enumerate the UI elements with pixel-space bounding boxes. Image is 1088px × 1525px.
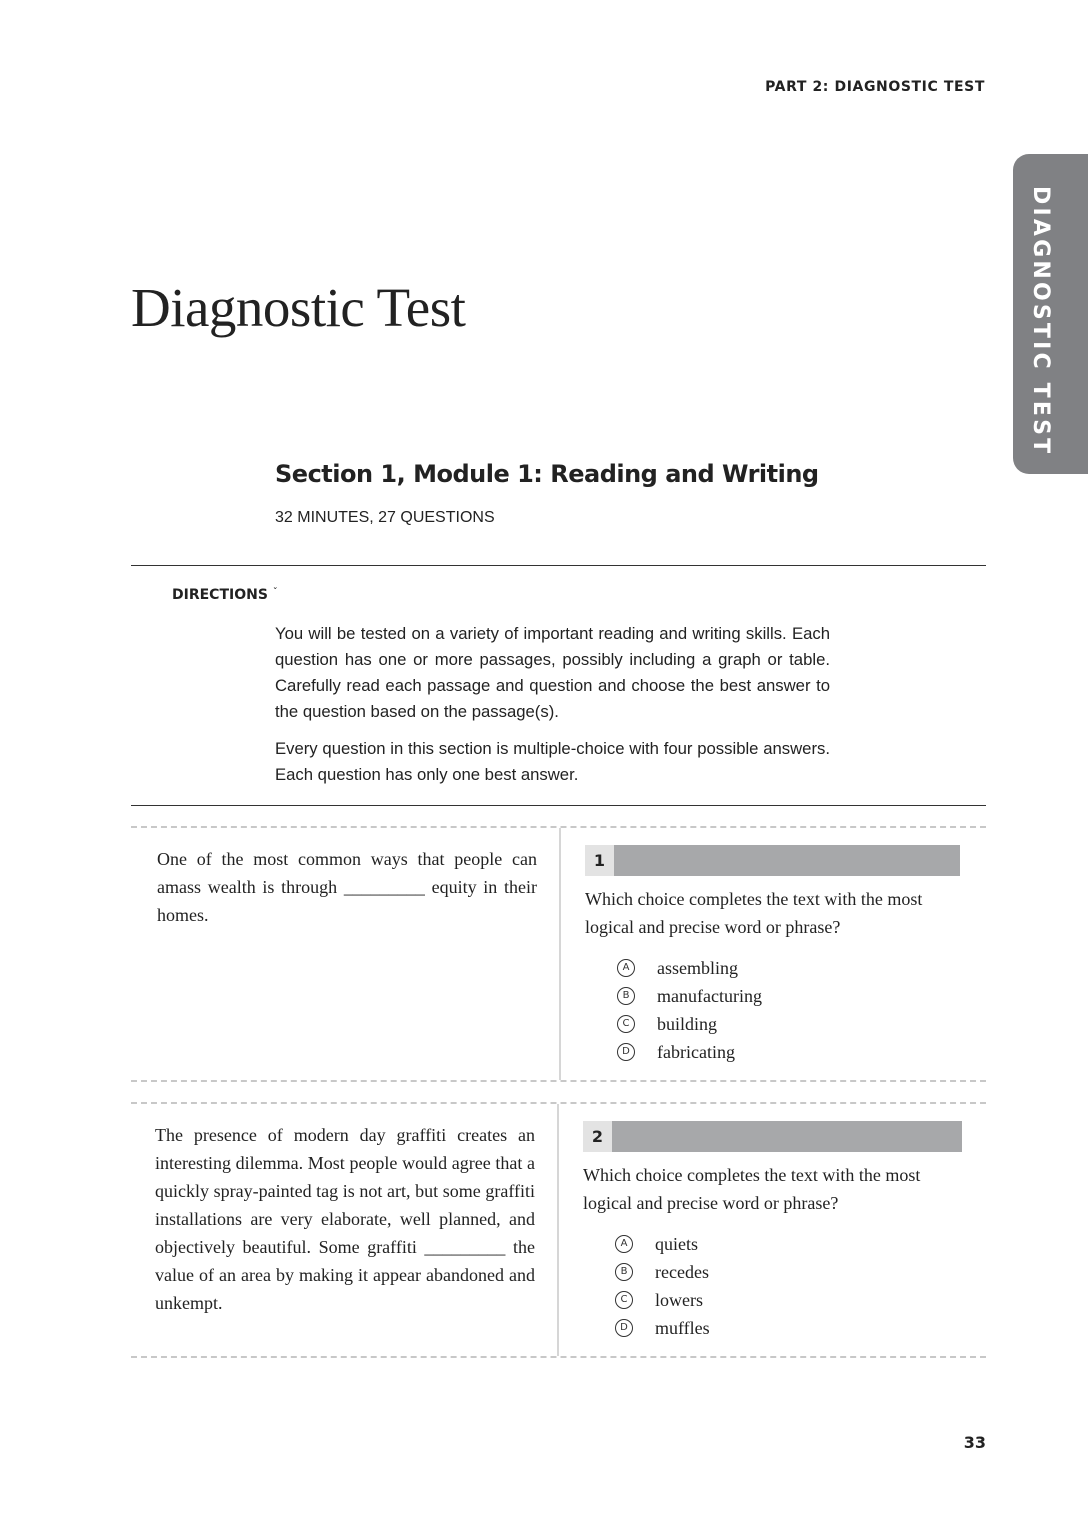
directions-top-rule bbox=[131, 565, 986, 566]
directions-bottom-rule bbox=[131, 805, 986, 806]
question-2-number-bar bbox=[583, 1121, 962, 1152]
choice-b-bubble-icon[interactable]: B bbox=[615, 1263, 633, 1281]
choice-d-bubble-icon[interactable]: D bbox=[617, 1043, 635, 1061]
directions-label-text: DIRECTIONS bbox=[172, 587, 268, 603]
page-title: Diagnostic Test bbox=[131, 277, 466, 338]
directions-paragraph: You will be tested on a variety of important reading and writing skills. Each question has one or more passages, possibly including a graph or table. Carefully read each passage and question and choose the best answer to the question based on the passage(s). bbox=[275, 624, 830, 721]
choice-text: muffles bbox=[655, 1317, 710, 1338]
choice-c-bubble-icon[interactable]: C bbox=[617, 1015, 635, 1033]
answer-choice-b[interactable] bbox=[615, 1258, 710, 1286]
directions-paragraph: Every question in this section is multiple-choice with four possible answers. Each question has only one best answer. bbox=[275, 739, 830, 784]
question-1-passage: One of the most common ways that people can amass wealth is through _________ equity in their homes. bbox=[157, 849, 537, 925]
answer-choice-c[interactable] bbox=[615, 1286, 710, 1314]
choice-text: recedes bbox=[655, 1261, 709, 1282]
choice-d-bubble-icon[interactable]: D bbox=[615, 1319, 633, 1337]
directions-label bbox=[172, 587, 278, 603]
directions-body bbox=[275, 621, 830, 799]
choice-text: lowers bbox=[655, 1289, 703, 1310]
section-meta: 32 MINUTES, 27 QUESTIONS bbox=[275, 509, 495, 526]
question-2-stem: Which choice completes the text with the most logical and precise word or phrase? bbox=[583, 1165, 921, 1213]
answer-choice-d[interactable] bbox=[615, 1314, 710, 1342]
answer-choice-a[interactable] bbox=[617, 954, 762, 982]
answer-choice-c[interactable] bbox=[617, 1010, 762, 1038]
answer-choice-b[interactable] bbox=[617, 982, 762, 1010]
question-1-choices bbox=[617, 954, 762, 1066]
choice-text: fabricating bbox=[657, 1041, 735, 1062]
choice-text: assembling bbox=[657, 957, 738, 978]
choice-a-bubble-icon[interactable]: A bbox=[617, 959, 635, 977]
question-1-number: 1 bbox=[585, 845, 614, 876]
question-2-number: 2 bbox=[583, 1121, 612, 1152]
choice-c-bubble-icon[interactable]: C bbox=[615, 1291, 633, 1309]
page-number: 33 bbox=[963, 1433, 986, 1452]
answer-choice-d[interactable] bbox=[617, 1038, 762, 1066]
question-2-passage: The presence of modern day graffiti creates an interesting dilemma. Most people would agree that a quickly spray-painted tag is not art, but some graffiti installations are very elaborate, well planned, and objectively beautiful. Some graffiti _________ the value of an area by making it appear abandoned and unkempt. bbox=[155, 1125, 535, 1313]
question-2-column-divider bbox=[557, 1104, 559, 1356]
running-header: PART 2: DIAGNOSTIC TEST bbox=[765, 79, 985, 95]
question-2-choices bbox=[615, 1230, 710, 1342]
question-1-stem: Which choice completes the text with the most logical and precise word or phrase? bbox=[585, 889, 923, 937]
choice-a-bubble-icon[interactable]: A bbox=[615, 1235, 633, 1253]
question-2-bottom-divider bbox=[131, 1356, 986, 1358]
answer-choice-a[interactable] bbox=[615, 1230, 710, 1258]
side-tab-label: DIAGNOSTIC TEST bbox=[1028, 186, 1053, 457]
section-title: Section 1, Module 1: Reading and Writing bbox=[275, 460, 819, 488]
question-1-bottom-divider bbox=[131, 1080, 986, 1082]
chevron-down-icon: ˇ bbox=[272, 587, 278, 598]
choice-b-bubble-icon[interactable]: B bbox=[617, 987, 635, 1005]
choice-text: quiets bbox=[655, 1233, 698, 1254]
question-1-number-bar bbox=[585, 845, 960, 876]
question-1-column-divider bbox=[559, 828, 561, 1080]
choice-text: manufacturing bbox=[657, 985, 762, 1006]
choice-text: building bbox=[657, 1013, 718, 1034]
